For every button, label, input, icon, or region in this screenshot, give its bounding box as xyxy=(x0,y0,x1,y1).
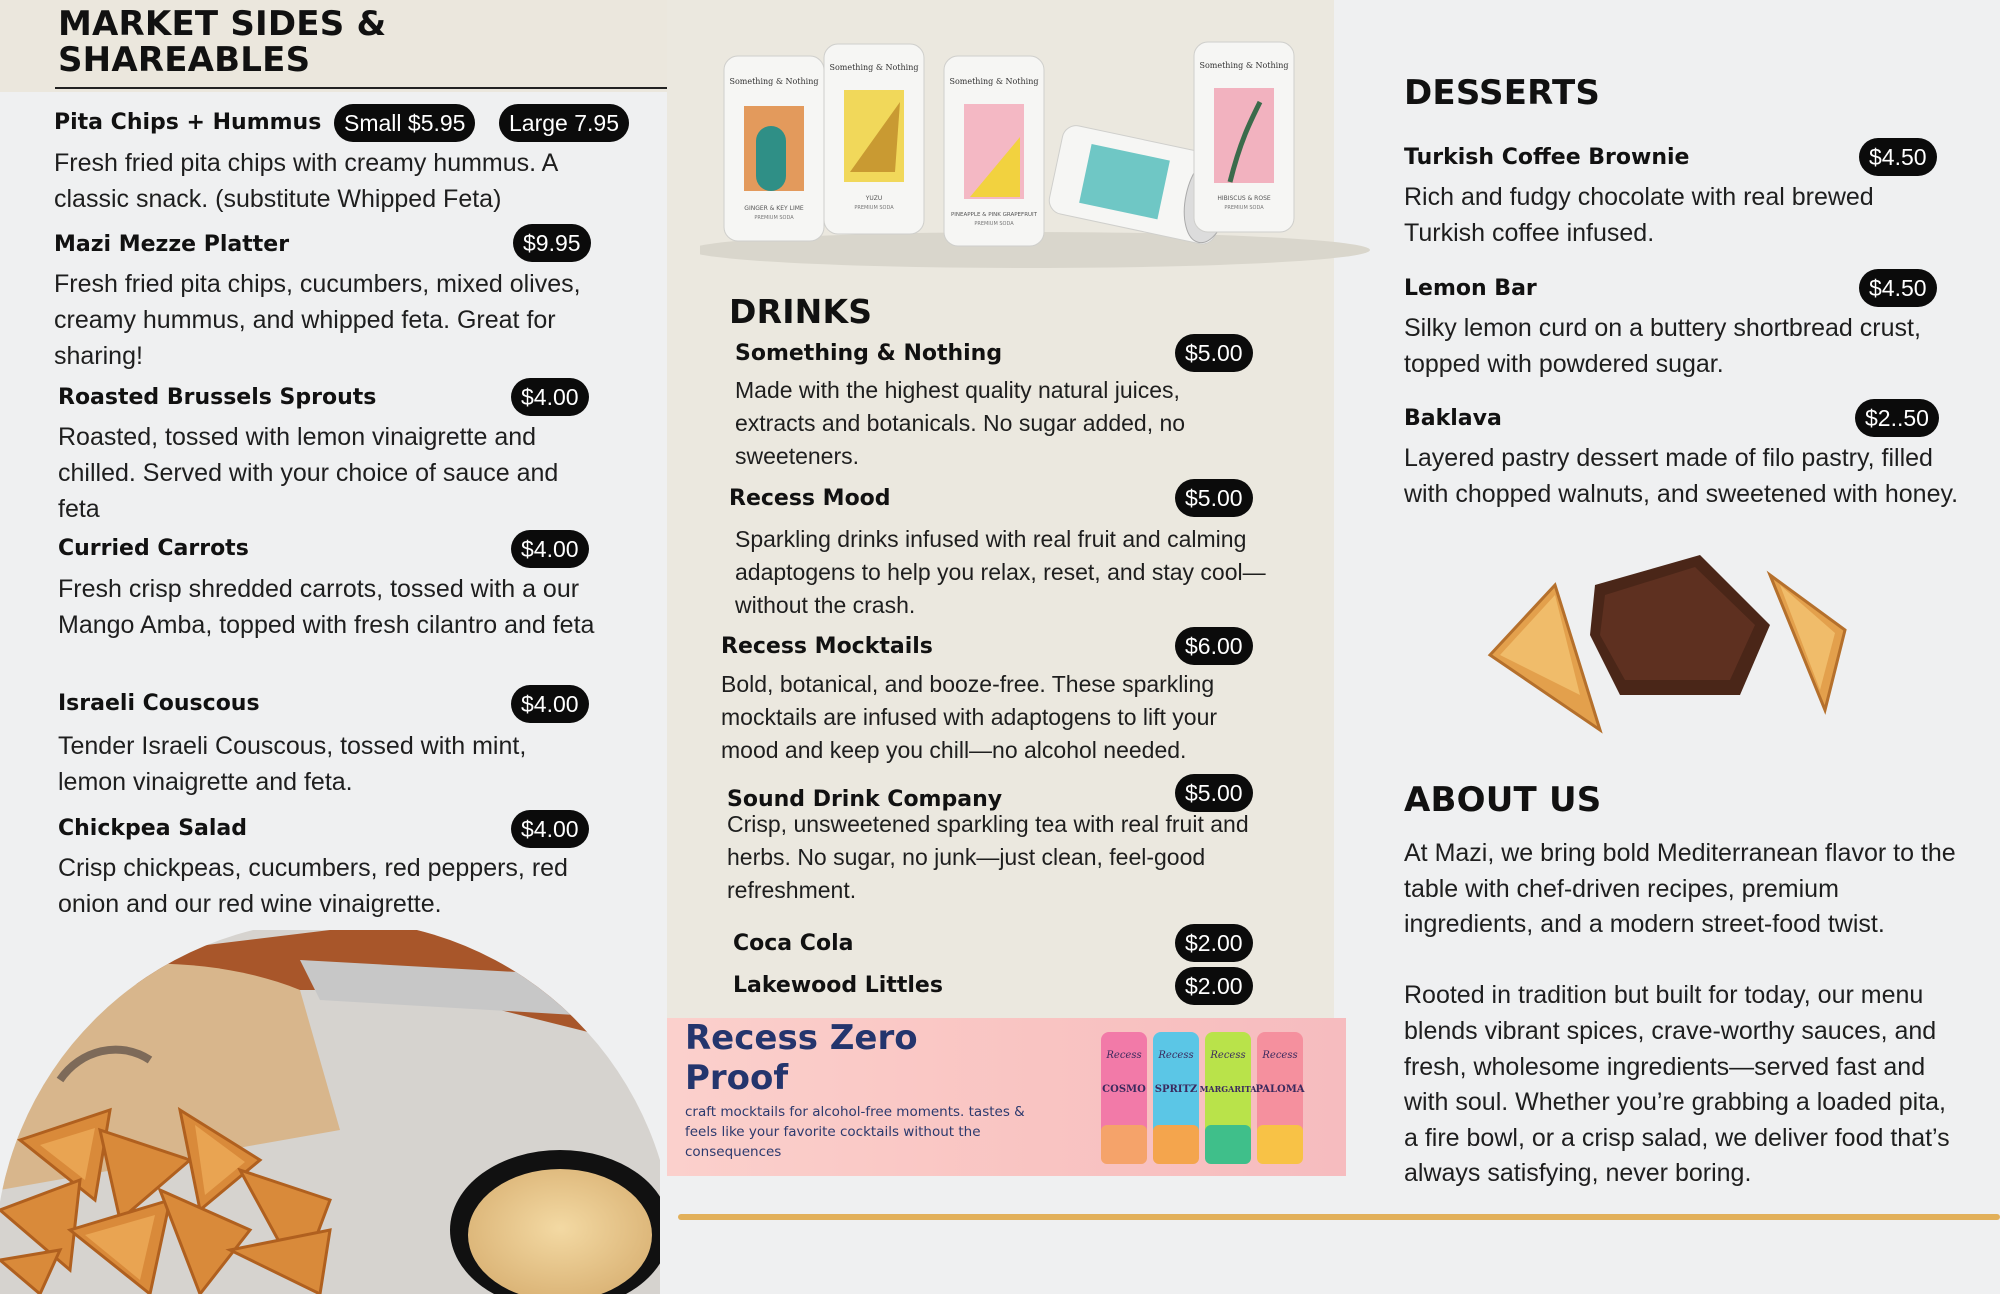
recess-can-brand-2: Recess xyxy=(1158,1050,1194,1061)
recess-can-flavor-cosmo: COSMO xyxy=(1102,1084,1146,1095)
recess-banner-text: craft mocktails for alcohol-free moments. tastes & feels like your favorite cocktails without the consequences xyxy=(685,1104,1025,1160)
lemon-bar-description: Silky lemon curd on a buttery shortbread crust, topped with powdered sugar. xyxy=(1404,314,1921,378)
market-sides-title: MARKET SIDES & SHAREABLES xyxy=(58,4,387,80)
chickpea-salad-name: Chickpea Salad xyxy=(58,816,248,841)
turkish-brownie-description: Rich and fudgy chocolate with real brewed Turkish coffee infused. xyxy=(1404,183,1874,247)
recess-can-flavor-spritz: SPRITZ xyxy=(1154,1084,1198,1095)
can-brand-4: Something & Nothing xyxy=(1199,61,1289,70)
lemon-bar-name: Lemon Bar xyxy=(1404,276,1537,301)
recess-mocktails-description: Bold, botanical, and booze-free. These sparkling mocktails are infused with adaptogens to lift your mood and keep you chill—no alcohol needed. xyxy=(721,671,1218,763)
israeli-couscous-description: Tender Israeli Couscous, tossed with mint, lemon vinaigrette and feta. xyxy=(58,732,527,796)
sound-drink-price: $5.00 xyxy=(1175,774,1253,812)
pita-chips-large-price: Large 7.95 xyxy=(499,104,629,142)
curried-carrots-name: Curried Carrots xyxy=(58,536,249,561)
recess-zero-proof-banner xyxy=(667,1018,1346,1176)
brussels-sprouts-name: Roasted Brussels Sprouts xyxy=(58,385,377,410)
desserts-title: DESSERTS xyxy=(1404,73,1601,113)
pita-chips-name: Pita Chips + Hummus xyxy=(54,110,322,135)
turkish-brownie-price: $4.50 xyxy=(1859,138,1937,176)
recess-mood-price: $5.00 xyxy=(1175,479,1253,517)
market-title-divider xyxy=(55,87,667,89)
something-nothing-name: Something & Nothing xyxy=(735,341,1003,366)
can-subtitle-1: PREMIUM SODA xyxy=(754,215,794,221)
can-flavor-pineapple: PINEAPPLE & PINK GRAPEFRUIT xyxy=(950,212,1038,218)
chickpea-salad-description: Crisp chickpeas, cucumbers, red peppers, red onion and our red wine vinaigrette. xyxy=(58,854,568,918)
about-us-title: ABOUT US xyxy=(1404,780,1602,820)
can-subtitle-3: PREMIUM SODA xyxy=(974,221,1014,227)
recess-can-brand-1: Recess xyxy=(1106,1050,1142,1061)
sound-drink-description: Crisp, unsweetened sparkling tea with real fruit and herbs. No sugar, no junk—just clean, feel-good refreshment. xyxy=(727,811,1249,903)
drinks-title: DRINKS xyxy=(729,292,873,331)
can-subtitle-2: PREMIUM SODA xyxy=(854,205,894,211)
turkish-brownie-name: Turkish Coffee Brownie xyxy=(1404,145,1690,170)
pita-chips-small-price: Small $5.95 xyxy=(334,104,475,142)
about-us-text xyxy=(1404,836,1964,1192)
pita-chips-hummus-photo xyxy=(0,930,660,1294)
recess-cans-image xyxy=(1099,1030,1309,1168)
brussels-sprouts-price: $4.00 xyxy=(511,378,589,416)
recess-mood-name: Recess Mood xyxy=(729,486,891,511)
recess-can-flavor-paloma: PALOMA xyxy=(1255,1084,1305,1095)
chickpea-salad-price: $4.00 xyxy=(511,810,589,848)
can-flavor-yuzu: YUZU xyxy=(865,195,883,202)
recess-mocktails-price: $6.00 xyxy=(1175,627,1253,665)
lakewood-littles-name: Lakewood Littles xyxy=(733,973,943,998)
can-brand-2: Something & Nothing xyxy=(829,63,919,72)
mazi-mezze-name: Mazi Mezze Platter xyxy=(54,232,290,257)
coca-cola-price: $2.00 xyxy=(1175,924,1253,962)
can-brand-1: Something & Nothing xyxy=(729,77,819,86)
something-nothing-cans-photo xyxy=(700,22,1380,272)
baklava-description: Layered pastry dessert made of filo pastry, filled with chopped walnuts, and sweetened with honey. xyxy=(1404,444,1959,508)
gold-divider xyxy=(678,1214,2000,1220)
recess-can-brand-4: Recess xyxy=(1262,1050,1298,1061)
baklava-name: Baklava xyxy=(1404,406,1502,431)
something-nothing-price: $5.00 xyxy=(1175,334,1253,372)
can-subtitle-4: PREMIUM SODA xyxy=(1224,205,1264,211)
sound-drink-name: Sound Drink Company xyxy=(727,787,1003,812)
mazi-mezze-price: $9.95 xyxy=(513,224,591,262)
israeli-couscous-name: Israeli Couscous xyxy=(58,691,260,716)
baklava-price: $2..50 xyxy=(1855,399,1939,437)
coca-cola-name: Coca Cola xyxy=(733,931,854,956)
something-nothing-description: Made with the highest quality natural juices, extracts and botanicals. No sugar added, no sweeteners. xyxy=(735,377,1186,469)
desserts-photo xyxy=(1480,545,1890,745)
can-brand-3: Something & Nothing xyxy=(949,77,1039,86)
recess-mocktails-name: Recess Mocktails xyxy=(721,634,933,659)
mazi-mezze-description: Fresh fried pita chips, cucumbers, mixed olives, creamy hummus, and whipped feta. Great for sharing! xyxy=(54,270,581,370)
lakewood-littles-price: $2.00 xyxy=(1175,967,1253,1005)
curried-carrots-description: Fresh crisp shredded carrots, tossed with a our Mango Amba, topped with fresh cilantro and feta xyxy=(58,575,595,639)
about-us-paragraph-2: Rooted in tradition but built for today, our menu blends vibrant spices, crave-worthy sauces, and fresh, wholesome ingredients—served fast and with soul. Whether you’re grabbing a loaded pita, a fire bowl, or a crisp salad, we deliver food that’s always satisfying, never boring. xyxy=(1404,981,1950,1188)
pita-chips-description: Fresh fried pita chips with creamy hummus. A classic snack. (substitute Whipped Feta) xyxy=(54,149,557,213)
can-flavor-hibiscus: HIBISCUS & ROSE xyxy=(1217,195,1271,202)
can-flavor-ginger: GINGER & KEY LIME xyxy=(744,205,804,212)
curried-carrots-price: $4.00 xyxy=(511,530,589,568)
recess-can-flavor-margarita: MARGARITA xyxy=(1199,1084,1257,1094)
recess-can-brand-3: Recess xyxy=(1210,1050,1246,1061)
israeli-couscous-price: $4.00 xyxy=(511,685,589,723)
brussels-sprouts-description: Roasted, tossed with lemon vinaigrette and chilled. Served with your choice of sauce and feta xyxy=(58,423,559,523)
lemon-bar-price: $4.50 xyxy=(1859,269,1937,307)
recess-mood-description: Sparkling drinks infused with real fruit and calming adaptogens to help you relax, reset, and stay cool—without the crash. xyxy=(735,526,1266,618)
recess-banner-title: Recess Zero Proof xyxy=(685,1018,918,1098)
about-us-paragraph-1: At Mazi, we bring bold Mediterranean flavor to the table with chef-driven recipes, premium ingredients, and a modern street-food twist. xyxy=(1404,839,1956,939)
